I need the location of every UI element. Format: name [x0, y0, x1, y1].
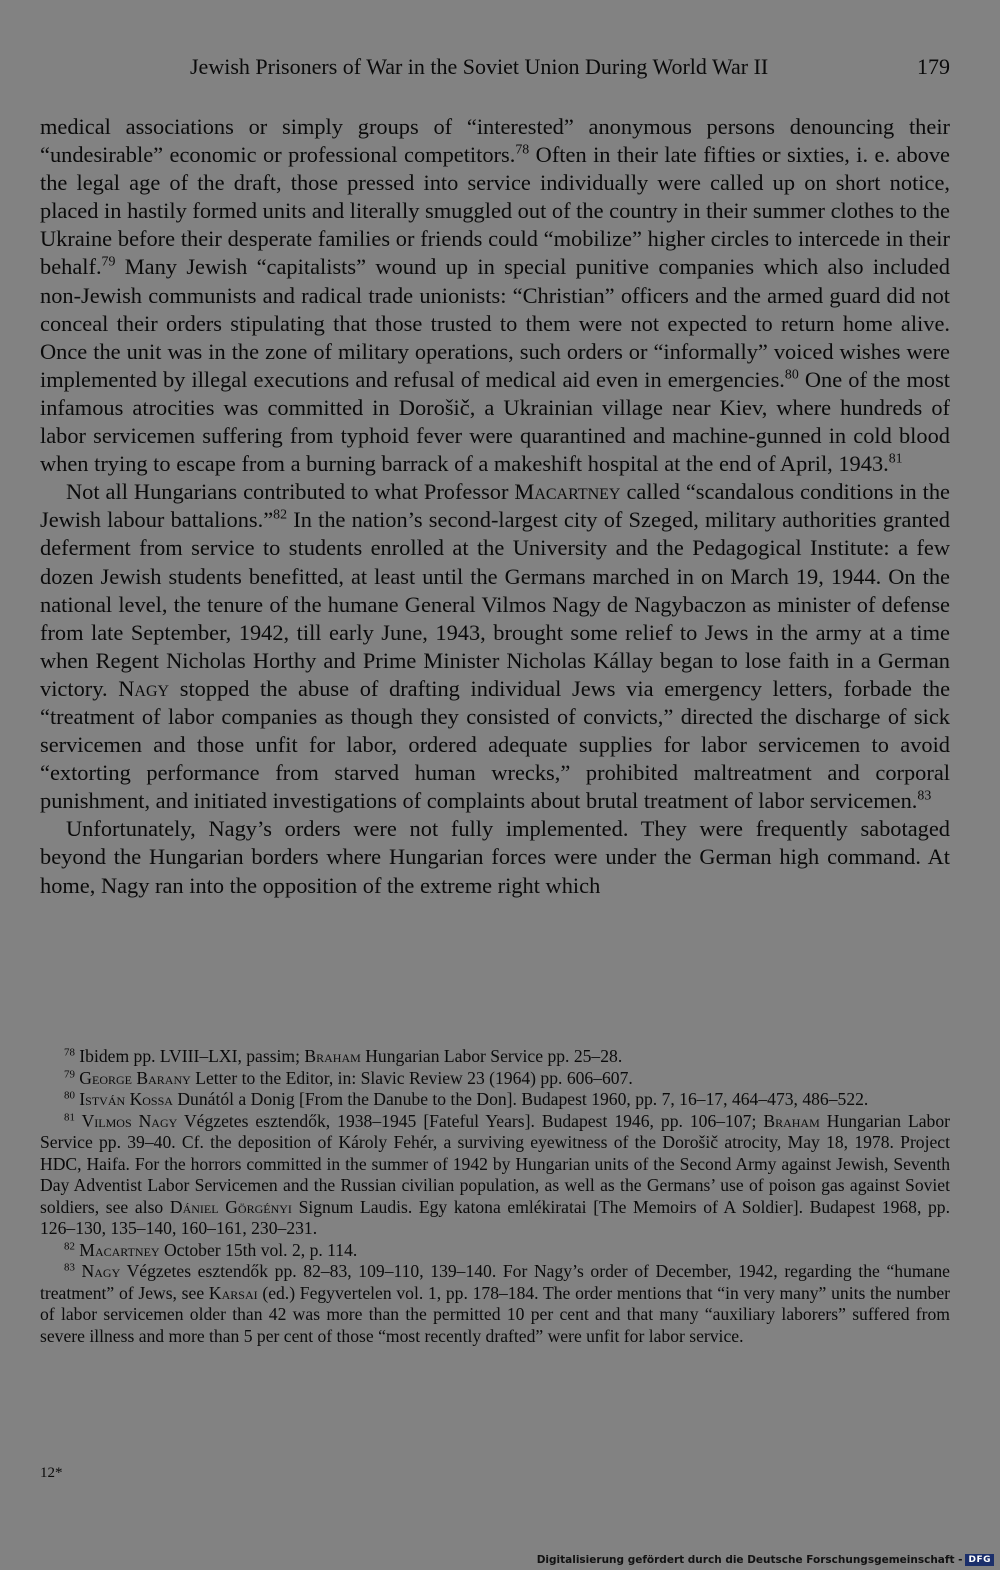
footnote-ref: 80	[784, 367, 799, 383]
text-run: called “scandalous conditions in the Jewish labour battalions.”	[40, 479, 950, 533]
paragraph-1	[40, 113, 950, 478]
author-name: Nagy	[74, 1261, 121, 1281]
footnote-number: 80	[64, 1089, 75, 1102]
footnote-ref: 79	[101, 255, 116, 271]
text-run: Hungarian Labor Service pp. 39–40. Cf. the deposition of Károly Fehér, a surviving eyewitness of the Dorošič atrocity, May 18, 1978. Project HDC, Haifa. For the horrors committed in the summer of 1942 by Hungarian units of the Second Army against Jewish, Seventh Day Adventist Labor Servicemen and the Russian civilian population, as well as the Germans’ use of poison gas against Soviet soldiers, see also	[40, 1110, 950, 1217]
text-run: Unfortunately, Nagy’s orders were not fully implemented. They were frequently sabotaged beyond the Hungarian borders where Hungarian forces were under the German high command. At home, Nagy ran into the opposition of the extreme right which	[40, 816, 950, 898]
dfg-logo-icon: DFG	[965, 1554, 994, 1566]
text-run: Ibidem pp. LVIII–LXI, passim;	[74, 1046, 305, 1066]
author-name: Braham	[763, 1110, 820, 1131]
text-run: medical associations or simply groups of “interested” anonymous persons denouncing their “undesirable” economic or professional competitors.	[40, 114, 950, 168]
author-name: Vilmos Nagy	[74, 1110, 178, 1131]
footnote-81	[40, 1111, 950, 1240]
author-name: Dániel Görgényi	[169, 1196, 292, 1217]
footnotes	[40, 1046, 950, 1347]
footnote-ref: 81	[888, 451, 903, 467]
footnote-83	[40, 1261, 950, 1347]
digitization-note	[537, 1554, 994, 1566]
footnote-ref: 83	[917, 788, 932, 804]
running-head: Jewish Prisoners of War in the Soviet Union During World War II	[190, 54, 769, 79]
footnote-79	[40, 1068, 950, 1090]
author-name: Karsai	[208, 1282, 258, 1303]
footnote-82	[40, 1240, 950, 1262]
text-run: In the nation’s second-largest city of Szeged, military authorities granted deferment from service to students enrolled at the University and the Pedagogical Institute: a few dozen Jewish students benefitted, at least until the Germans marched in on March 19, 1944. On the national level, the tenure of the humane General Vilmos Nagy de Nagybaczon as minister of defense from late September, 1942, till early June, 1943, brought some relief to Jews in the army at a time when Regent Nicholas Horthy and Prime Minister Nicholas Kállay began to lose faith in a German victory.	[40, 507, 950, 701]
text-run: Signum Laudis. Egy katona emlékiratai [The Memoirs of A Soldier]. Budapest 1968, pp. 126–130, 135–140, 160–161, 230–231.	[40, 1196, 950, 1238]
text-run: One of the most infamous atrocities was committed in Dorošič, a Ukrainian village near Kiev, where hundreds of labor servicemen suffering from typhoid fever were quarantined and machine-gunned in cold blood when trying to escape from a burning barrack of a makeshift hospital at the end of April, 1943.	[40, 366, 951, 477]
text-run: (ed.) Fegyvertelen vol. 1, pp. 178–184. The order mentions that “in very many” units the number of labor servicemen older than 42 was more than the permitted 10 per cent and that many “auxiliary laborers” suffered from severe illness and more than 5 per cent of those “most recently drafted” were unfit for labor service.	[40, 1282, 951, 1346]
footnote-80	[40, 1089, 950, 1111]
digitization-text: Digitalisierung gefördert durch die Deutsche Forschungsgemeinschaft -	[536, 1554, 963, 1566]
text-run: Végzetes esztendők pp. 82–83, 109–110, 139–140. For Nagy’s order of December, 1942, regarding the “humane treatment” of Jews, see	[40, 1261, 950, 1303]
paragraph-2	[40, 478, 950, 815]
text-run: Often in their late fifties or sixties, i. e. above the legal age of the draft, those pressed into service individually were called up on short notice, placed in hastily formed units and literally smuggled out of the country in their summer clothes to the Ukraine before their desperate families or friends could “mobilize” higher circles to intercede in their behalf.	[40, 142, 950, 280]
footnote-number: 78	[64, 1046, 75, 1059]
footnote-ref: 78	[515, 142, 530, 158]
text-run: Not all Hungarians contributed to what Professor	[66, 479, 515, 505]
footnote-78	[40, 1046, 950, 1068]
author-name: Nagy	[118, 675, 170, 701]
footnote-number: 83	[64, 1261, 75, 1274]
text-run: Végzetes esztendők, 1938–1945 [Fateful Years]. Budapest 1946, pp. 106–107;	[177, 1110, 764, 1131]
paragraph-3	[40, 815, 950, 899]
author-name: George Barany	[74, 1067, 191, 1088]
printer-signature: 12*	[40, 1465, 63, 1481]
text-run: Hungarian Labor Service pp. 25–28.	[360, 1046, 623, 1066]
text-run: Dunától a Donig [From the Danube to the Don]. Budapest 1960, pp. 7, 16–17, 464–473, 486–522.	[172, 1089, 869, 1109]
text-run: Many Jewish “capitalists” wound up in special punitive companies which also included non-Jewish communists and radical trade unionists: “Christian” officers and the armed guard did not conceal their orders stipulating that those trusted to them were not expected to return home alive. Once the unit was in the zone of military operations, such orders or “informally” voiced wishes were implemented by illegal executions and refusal of medical aid even in emergencies.	[40, 254, 950, 392]
page-number: 179	[917, 54, 950, 79]
body-text	[40, 113, 950, 900]
author-name: Macartney	[74, 1239, 160, 1260]
footnote-number: 79	[64, 1067, 75, 1080]
author-name: Macartney	[514, 479, 621, 505]
text-run: stopped the abuse of drafting individual Jews via emergency letters, forbade the “treatment of labor companies as though they consisted of convicts,” directed the discharge of sick servicemen and those unfit for labor, ordered adequate supplies for labor servicemen to avoid “extorting performance from starved human wrecks,” prohibited maltreatment and corporal punishment, and initiated investigations of complaints about brutal treatment of labor servicemen.	[40, 675, 951, 814]
author-name: István Kossa	[74, 1089, 173, 1109]
footnote-number: 82	[64, 1239, 75, 1252]
footnote-ref: 82	[273, 507, 288, 523]
author-name: Braham	[304, 1046, 361, 1066]
footnote-number: 81	[64, 1110, 75, 1123]
page-header	[40, 50, 950, 84]
text-run: Letter to the Editor, in: Slavic Review 23 (1964) pp. 606–607.	[190, 1067, 633, 1088]
text-run: October 15th vol. 2, p. 114.	[159, 1239, 358, 1260]
